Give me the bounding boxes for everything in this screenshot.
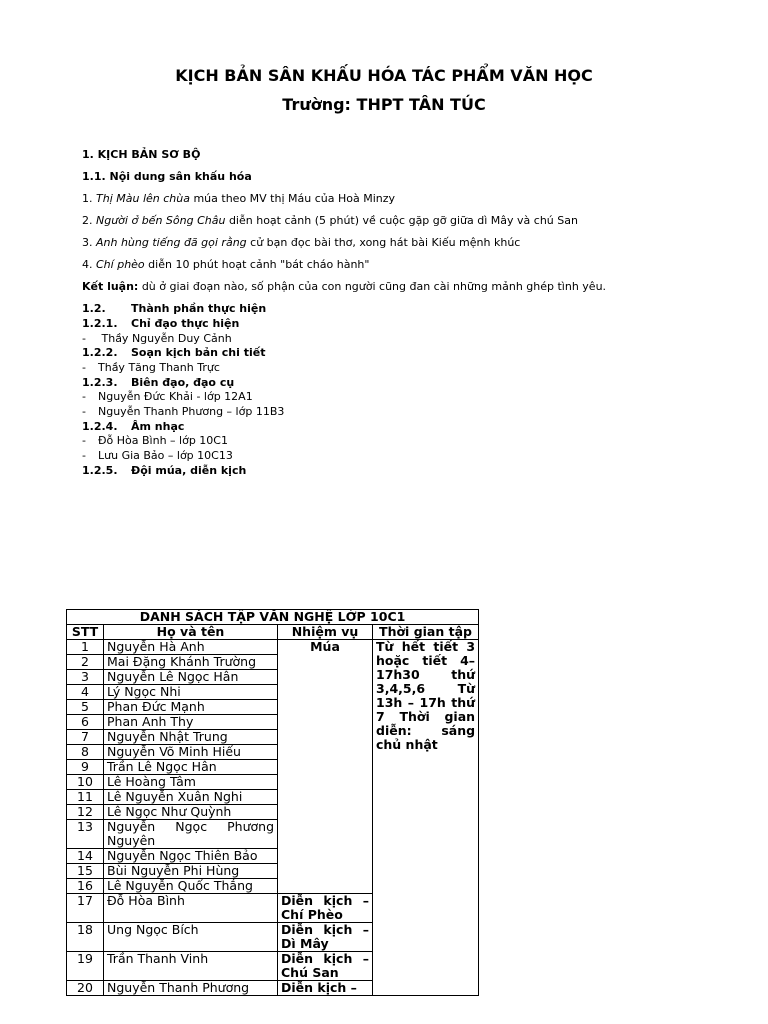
- section-1-2-5-heading: [82, 464, 246, 477]
- act-item-2: [82, 214, 578, 227]
- stt-cell: 3: [67, 670, 104, 685]
- section-number: 1.2.1.: [82, 317, 118, 330]
- list-item-text: Đỗ Hòa Bình – lớp 10C1: [98, 434, 228, 447]
- school-name: Trường: THPT TÂN TÚC: [282, 95, 486, 114]
- conclusion-label: Kết luận:: [82, 280, 139, 293]
- list-item-text: Nguyễn Thanh Phương – lớp 11B3: [98, 405, 285, 418]
- section-label: Âm nhạc: [131, 420, 185, 433]
- section-number: 1.2.3.: [82, 376, 118, 389]
- act-item-4: [82, 258, 369, 271]
- act-description: diễn hoạt cảnh (5 phút) về cuộc gặp gỡ giữa dì Mây và chú San: [225, 214, 578, 227]
- act-item-3: [82, 236, 520, 249]
- name-cell: Lê Ngọc Như Quỳnh: [104, 805, 278, 820]
- dance-duty-cell: Múa: [278, 640, 373, 894]
- conclusion-text: dù ở giai đoạn nào, số phận của con người cũng đan cài những mảnh ghép tình yêu.: [138, 280, 607, 293]
- list-item-text: Thầy Nguyễn Duy Cảnh: [101, 332, 232, 345]
- act-number: 4.: [82, 258, 93, 271]
- schedule-cell: Từ hết tiết 3 hoặc tiết 4– 17h30 thứ 3,4,5,6 Từ 13h – 17h thứ 7 Thời gian diễn: sáng chủ nhật: [373, 640, 479, 996]
- stt-cell: 14: [67, 849, 104, 864]
- stt-cell: 10: [67, 775, 104, 790]
- stt-cell: 5: [67, 700, 104, 715]
- name-cell: Phan Đức Mạnh: [104, 700, 278, 715]
- list-item-text: Thầy Tăng Thanh Trực: [98, 361, 220, 374]
- stt-cell: 4: [67, 685, 104, 700]
- table-caption: DANH SÁCH TẬP VĂN NGHỆ LỚP 10C1: [67, 610, 479, 625]
- stt-cell: 12: [67, 805, 104, 820]
- section-1-2-heading: [82, 302, 266, 315]
- bullet-dash: -: [82, 332, 86, 345]
- name-cell: Nguyễn Ngọc Thiên Bảo: [104, 849, 278, 864]
- section-label: Chỉ đạo thực hiện: [131, 317, 240, 330]
- section-number: 1.2.5.: [82, 464, 118, 477]
- stt-cell: 15: [67, 864, 104, 879]
- list-item-text: Nguyễn Đức Khải - lớp 12A1: [98, 390, 253, 403]
- act-work-title: Chí phèo: [96, 258, 145, 271]
- column-header-schedule: Thời gian tập: [373, 625, 479, 640]
- name-cell: Mai Đặng Khánh Trường: [104, 655, 278, 670]
- stt-cell: 8: [67, 745, 104, 760]
- stt-cell: 7: [67, 730, 104, 745]
- stt-cell: 16: [67, 879, 104, 894]
- duty-cell: Diễn kịch – Dì Mây: [278, 923, 373, 952]
- section-label: Biên đạo, đạo cụ: [131, 376, 235, 389]
- stt-cell: 1: [67, 640, 104, 655]
- performer-roster-table: [66, 609, 479, 996]
- stt-cell: 2: [67, 655, 104, 670]
- act-work-title: Anh hùng tiếng đã gọi rằng: [96, 236, 247, 249]
- section-number: 1.2.4.: [82, 420, 118, 433]
- act-description: cử bạn đọc bài thơ, xong hát bài Kiếu mệnh khúc: [246, 236, 521, 249]
- name-cell: Nguyễn Thanh Phương: [104, 981, 278, 996]
- act-work-title: Thị Màu lên chùa: [96, 192, 190, 205]
- stt-cell: 13: [67, 820, 104, 849]
- table-caption-row: [67, 610, 479, 625]
- column-header-stt: STT: [67, 625, 104, 640]
- list-item: [82, 332, 232, 345]
- list-item: [82, 434, 228, 447]
- duty-cell: Diễn kịch – Chú San: [278, 952, 373, 981]
- duty-cell: Diễn kịch – Chí Phèo: [278, 894, 373, 923]
- act-item-1: [82, 192, 395, 205]
- name-cell: Bùi Nguyễn Phi Hùng: [104, 864, 278, 879]
- name-cell: Nguyễn Võ Minh Hiếu: [104, 745, 278, 760]
- bullet-dash: -: [82, 390, 86, 403]
- name-cell: Đỗ Hòa Bình: [104, 894, 278, 923]
- section-number: 1.2.: [82, 302, 106, 315]
- section-number: 1.2.2.: [82, 346, 118, 359]
- name-cell: Lê Nguyễn Xuân Nghi: [104, 790, 278, 805]
- act-number: 2.: [82, 214, 96, 227]
- name-cell: Nguyễn Ngọc Phương Nguyên: [104, 820, 278, 849]
- table-row: [67, 640, 479, 655]
- name-cell: Nguyễn Hà Anh: [104, 640, 278, 655]
- name-cell: Nguyễn Lê Ngọc Hân: [104, 670, 278, 685]
- table-header-row: [67, 625, 479, 640]
- name-cell: Ung Ngọc Bích: [104, 923, 278, 952]
- document-title: KỊCH BẢN SÂN KHẤU HÓA TÁC PHẨM VĂN HỌC: [175, 66, 593, 85]
- duty-cell: Diễn kịch –: [278, 981, 373, 996]
- bullet-dash: -: [82, 405, 86, 418]
- section-1-heading: 1. KỊCH BẢN SƠ BỘ: [82, 148, 201, 161]
- name-cell: Phan Anh Thy: [104, 715, 278, 730]
- stt-cell: 17: [67, 894, 104, 923]
- bullet-dash: -: [82, 449, 86, 462]
- list-item: [82, 361, 220, 374]
- stt-cell: 19: [67, 952, 104, 981]
- list-item: [82, 449, 233, 462]
- column-header-duty: Nhiệm vụ: [278, 625, 373, 640]
- section-1-1-heading: 1.1. Nội dung sân khấu hóa: [82, 170, 252, 183]
- bullet-dash: -: [82, 434, 86, 447]
- stt-cell: 9: [67, 760, 104, 775]
- stt-cell: 20: [67, 981, 104, 996]
- act-number: 1.: [82, 192, 93, 205]
- section-1-2-1-heading: [82, 317, 239, 330]
- conclusion: [82, 280, 606, 293]
- section-label: Soạn kịch bản chi tiết: [131, 346, 266, 359]
- section-1-2-4-heading: [82, 420, 184, 433]
- list-item: [82, 390, 253, 403]
- stt-cell: 18: [67, 923, 104, 952]
- name-cell: Trần Thanh Vinh: [104, 952, 278, 981]
- section-label: Thành phần thực hiện: [131, 302, 267, 315]
- act-work-title: Người ở bến Sông Châu: [96, 214, 226, 227]
- stt-cell: 11: [67, 790, 104, 805]
- act-description: diễn 10 phút hoạt cảnh "bát cháo hành": [144, 258, 370, 271]
- section-1-2-2-heading: [82, 346, 266, 359]
- list-item-text: Lưu Gia Bảo – lớp 10C13: [98, 449, 233, 462]
- name-cell: Lê Nguyễn Quốc Thắng: [104, 879, 278, 894]
- bullet-dash: -: [82, 361, 86, 374]
- stt-cell: 6: [67, 715, 104, 730]
- act-number: 3.: [82, 236, 93, 249]
- section-label: Đội múa, diễn kịch: [131, 464, 247, 477]
- list-item: [82, 405, 284, 418]
- column-header-name: Họ và tên: [104, 625, 278, 640]
- act-description: múa theo MV thị Máu của Hoà Minzy: [189, 192, 396, 205]
- name-cell: Lý Ngọc Nhi: [104, 685, 278, 700]
- name-cell: Lê Hoàng Tâm: [104, 775, 278, 790]
- name-cell: Nguyễn Nhật Trung: [104, 730, 278, 745]
- section-1-2-3-heading: [82, 376, 234, 389]
- name-cell: Trần Lê Ngọc Hân: [104, 760, 278, 775]
